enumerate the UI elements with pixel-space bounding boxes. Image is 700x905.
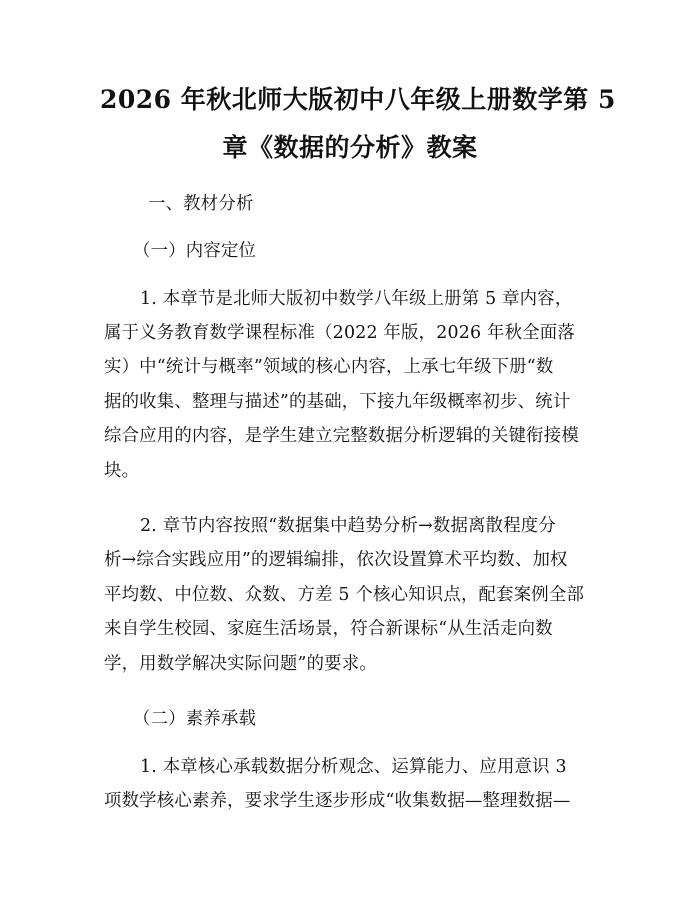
paragraph-line: 属于义务教育数学课程标准（2022 年版，2026 年秋全面落 <box>104 323 575 343</box>
paragraph-line: 块。 <box>104 461 140 481</box>
paragraph-line: 1. 本章节是北师大版初中数学八年级上册第 5 章内容， <box>140 289 573 309</box>
paragraph-line: 学，用数学解决实际问题”的要求。 <box>104 654 377 674</box>
paragraph-line: 项数学核心素养，要求学生逐步形成“收集数据—整理数据— <box>104 791 571 811</box>
paragraph-line: 析→综合实践应用”的逻辑编排，依次设置算术平均数、加权 <box>104 550 568 570</box>
paragraph-line: 据的收集、整理与描述”的基础，下接九年级概率初步、统计 <box>104 392 571 412</box>
subsection-heading-literacy: （二）素养承载 <box>133 709 257 729</box>
section-heading-textbook-analysis: 一、教材分析 <box>148 194 254 214</box>
paragraph-line: 2. 章节内容按照“数据集中趋势分析→数据离散程度分 <box>140 516 556 536</box>
document-title-line-2: 章《数据的分析》教案 <box>222 133 478 162</box>
paragraph-line: 综合应用的内容，是学生建立完整数据分析逻辑的关键衔接模 <box>104 426 579 446</box>
subsection-heading-content-positioning: （一）内容定位 <box>133 241 257 261</box>
paragraph-line: 平均数、中位数、众数、方差 5 个核心知识点，配套案例全部 <box>104 585 585 605</box>
paragraph-line: 1. 本章核心承载数据分析观念、运算能力、应用意识 3 <box>140 757 567 777</box>
paragraph-line: 来自学生校园、家庭生活场景，符合新课标“从生活走向数 <box>104 619 553 639</box>
document-title-line-1: 2026 年秋北师大版初中八年级上册数学第 5 <box>100 85 616 114</box>
paragraph-line: 实）中“统计与概率”领域的核心内容，上承七年级下册“数 <box>104 357 554 377</box>
